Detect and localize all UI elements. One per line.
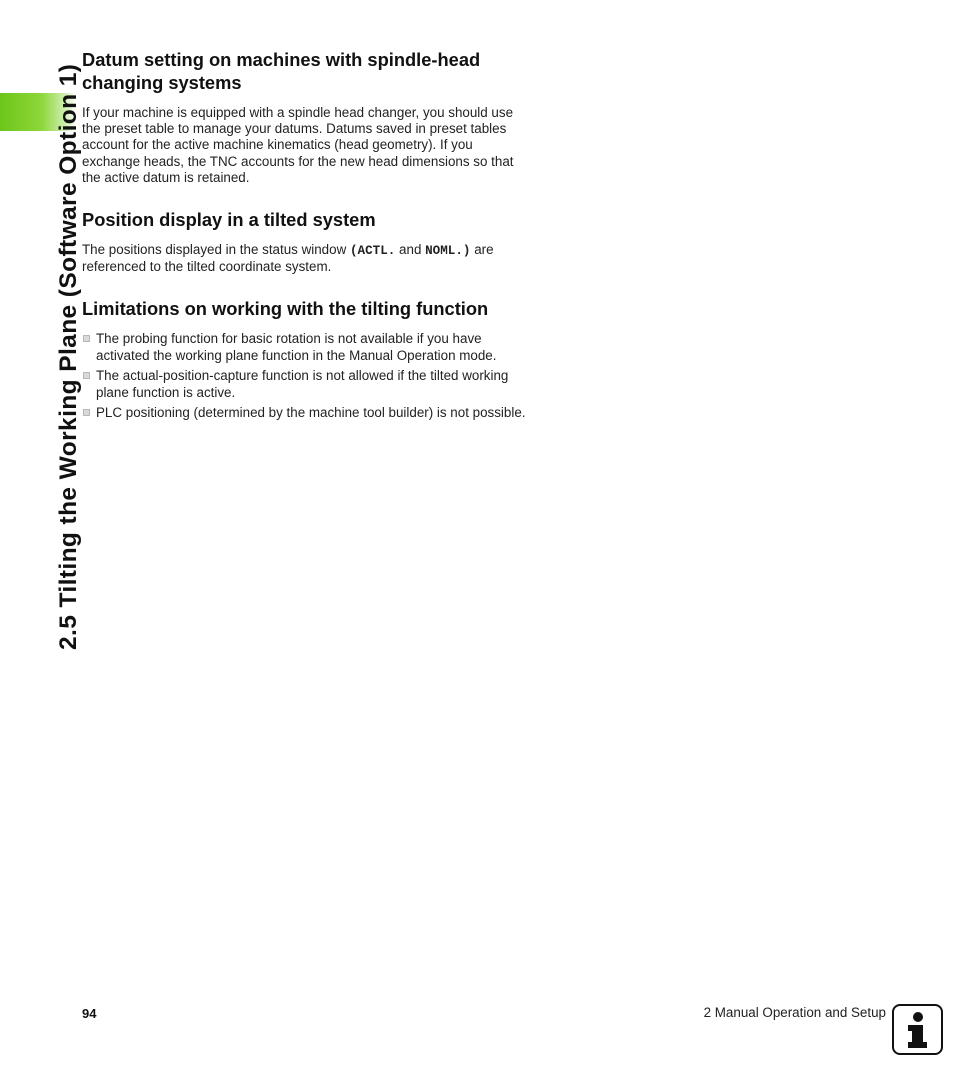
main-content bbox=[82, 48, 530, 426]
heading-datum-setting: Datum setting on machines with spindle-head changing systems bbox=[82, 49, 481, 93]
code-noml: NOML.) bbox=[425, 244, 471, 259]
list-item-text: PLC positioning (determined by the machine tool builder) is not possible. bbox=[96, 405, 526, 421]
bullet-square-icon bbox=[83, 372, 90, 379]
list-item bbox=[82, 368, 530, 400]
page-number: 94 bbox=[82, 1006, 97, 1021]
heading-position-display: Position display in a tilted system bbox=[82, 209, 376, 231]
position-text-2: and bbox=[395, 242, 426, 258]
bullet-square-icon bbox=[83, 409, 90, 416]
info-icon bbox=[892, 1004, 943, 1055]
limitations-list bbox=[82, 331, 530, 421]
position-text-1: The positions displayed in the status window bbox=[82, 242, 350, 258]
chapter-title: 2 Manual Operation and Setup bbox=[703, 1005, 886, 1020]
list-item bbox=[82, 331, 530, 363]
code-actl: (ACTL. bbox=[349, 244, 396, 259]
list-item-text: The probing function for basic rotation is not available if you have activated the working plane function in the Manual Operation mode. bbox=[96, 331, 497, 363]
paragraph-position-display bbox=[82, 242, 530, 275]
bullet-square-icon bbox=[83, 335, 90, 342]
list-item-text: The actual-position-capture function is not allowed if the tilted working plane function is active. bbox=[96, 368, 509, 400]
list-item bbox=[82, 405, 530, 421]
paragraph-datum-setting: If your machine is equipped with a spindle head changer, you should use the preset table to manage your datums. Datums saved in preset tables account for the active machine kinematics (head geometry). If you exchange heads, the TNC accounts for the new head dimensions so that the active datum is retained. bbox=[82, 105, 514, 185]
side-section-title: 2.5 Tilting the Working Plane (Software Option 1) bbox=[55, 63, 82, 650]
position-text-3: are referenced to the tilted coordinate system. bbox=[82, 242, 494, 275]
heading-limitations: Limitations on working with the tilting function bbox=[82, 298, 489, 320]
